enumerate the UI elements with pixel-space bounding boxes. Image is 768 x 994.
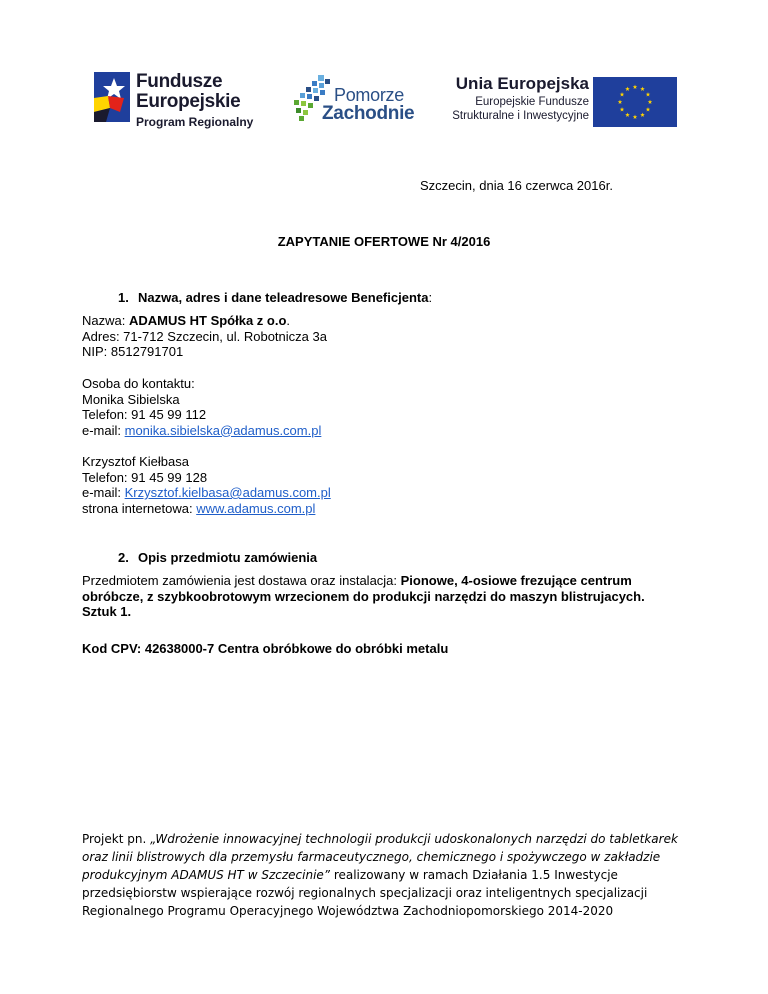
fe-logo-line2: Europejskie	[136, 90, 241, 112]
section-1-number: 1.	[118, 290, 129, 305]
eu-flag-icon	[593, 77, 677, 127]
website-row: strona internetowa: www.adamus.com.pl	[82, 501, 316, 516]
beneficiary-address: Adres: 71-712 Szczecin, ul. Robotnicza 3a	[82, 328, 327, 344]
fe-logo-line3: Program Regionalny	[136, 114, 254, 129]
contact-2-name: Krzysztof Kiełbasa	[82, 454, 189, 469]
logo-header	[0, 0, 768, 140]
cpv-code: Kod CPV: 42638000-7 Centra obróbkowe do obróbki metalu	[82, 641, 449, 656]
contact-1-phone: Telefon: 91 45 99 112	[82, 407, 207, 422]
pomorze-zachodnie-logo	[290, 73, 420, 127]
contact-person-1	[82, 376, 321, 438]
ue-logo-line3: Strukturalne i Inwestycyjne	[452, 110, 589, 122]
website-link[interactable]: www.adamus.com.pl	[196, 501, 316, 516]
fundusze-europejskie-logo	[90, 68, 260, 128]
document-date: Szczecin, dnia 16 czerwca 2016r.	[420, 178, 613, 193]
beneficiary-name: Nazwa: ADAMUS HT Spółka z o.o.	[82, 313, 291, 328]
contact-person-2	[82, 454, 331, 501]
section-1-label: Nazwa, adres i dane teleadresowe Beneficjenta:	[138, 290, 433, 305]
ue-logo-line1: Unia Europejska	[455, 74, 589, 93]
contact-1-email-row: e-mail: monika.sibielska@adamus.com.pl	[82, 422, 322, 438]
fe-logo-line1: Fundusze	[136, 71, 223, 92]
ue-logo-line2: Europejskie Fundusze	[475, 96, 589, 108]
project-footer: Projekt pn. „Wdrożenie innowacyjnej technologii produkcji udoskonalonych narzędzi do tabletkarek oraz linii blistrowych dla przemysłu farmaceutycznego, chemicznego i spożywczego w zakładzie produkcyjnym ADAMUS HT w Szczecinie” realizowany w ramach Działania 1.5 Inwestycje przedsiębiorstw wspierające rozwój regionalnych specjalizacji oraz inteligentnych specjalizacji Regionalnego Programu Operacyjnego Województwa Zachodniopomorskiego 2014-2020	[82, 832, 678, 918]
contact-2-phone: Telefon: 91 45 99 128	[82, 469, 208, 485]
contact-1-name: Monika Sibielska	[82, 391, 180, 407]
unia-europejska-logo	[452, 74, 685, 128]
order-description: Przedmiotem zamówienia jest dostawa oraz instalacja: Pionowe, 4-osiowe frezujące centrum obróbcze, z szybkoobrotowym wrzecionem do produkcji narzędzi do maszyn blistrujacych. Sztuk 1.	[82, 573, 645, 619]
document-title: ZAPYTANIE OFERTOWE Nr 4/2016	[277, 234, 491, 249]
contact-label: Osoba do kontaktu:	[82, 376, 195, 391]
contact-2-email-link[interactable]: Krzysztof.kielbasa@adamus.com.pl	[124, 485, 331, 500]
contact-1-email-link[interactable]: monika.sibielska@adamus.com.pl	[124, 422, 322, 438]
pz-logo-line1: Pomorze	[334, 85, 404, 105]
section-2-number: 2.	[118, 550, 129, 565]
beneficiary-details	[82, 313, 327, 360]
section-2-label: Opis przedmiotu zamówienia	[138, 550, 318, 565]
beneficiary-nip: NIP: 8512791701	[82, 344, 184, 359]
pz-logo-line2: Zachodnie	[322, 103, 415, 124]
contact-2-email-row: e-mail: Krzysztof.kielbasa@adamus.com.pl	[82, 485, 331, 500]
fe-star-icon	[90, 68, 134, 126]
